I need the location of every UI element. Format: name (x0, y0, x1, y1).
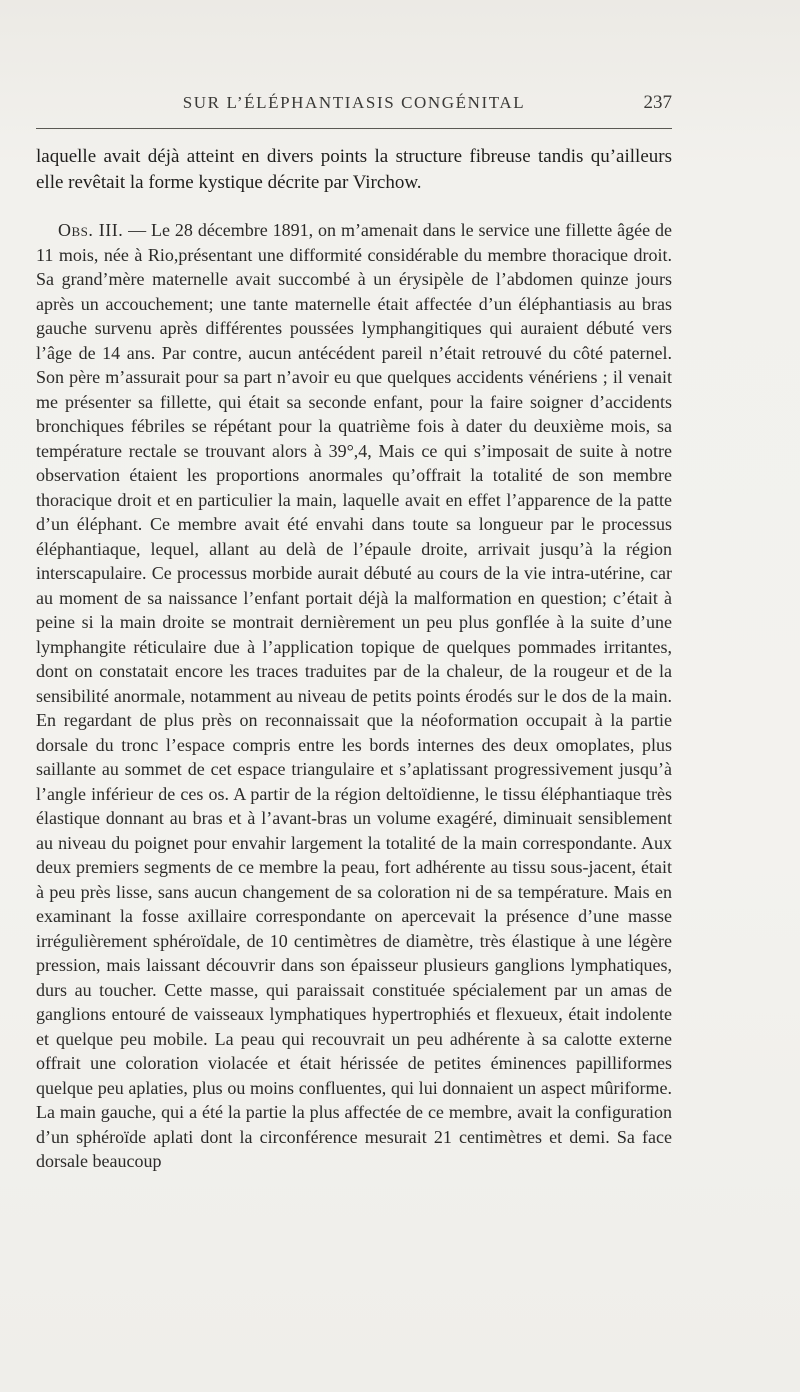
page-number: 237 (643, 92, 672, 113)
body-text (36, 144, 672, 1174)
page-header (36, 88, 672, 118)
observation-label: Obs. III. (58, 220, 124, 240)
paragraph-continuation: laquelle avait déjà atteint en divers points la structure fibreuse tandis qu’ailleurs elle revêtait la forme kystique décrite par Virchow. (36, 146, 672, 193)
observation-text: — Le 28 décembre 1891, on m’amenait dans le service une fillette âgée de 11 mois, née à Rio,présentant une difformité considérable du membre thoracique droit. Sa grand’mère maternelle avait succombé à un érysipèle de l’abdomen quinze jours après un accouchement; une tante maternelle était affectée d’un éléphantiasis au bras gauche survenu après différentes poussées lymphangitiques qui auraient débuté vers l’âge de 14 ans. Par contre, aucun antécédent pareil n’était retrouvé du côté paternel. Son père m’assurait pour sa part n’avoir eu que quelques accidents vénériens ; il venait me présenter sa fillette, qui était sa seconde enfant, pour la faire soigner d’accidents bronchiques fébriles se répétant pour la quatrième fois à dater du deuxième mois, sa température rectale se trouvant alors à 39°,4, Mais ce qui s’imposait de suite à notre observation étaient les proportions anormales qu’offrait la totalité de son membre thoracique droit et en particulier la main, laquelle avait en effet l’apparence de la patte d’un éléphant. Ce membre avait été envahi dans toute sa longueur par le processus éléphantiaque, lequel, allant au delà de l’épaule droite, arrivait jusqu’à la région interscapulaire. Ce processus morbide aurait débuté au cours de la vie intra-utérine, car au moment de sa naissance l’enfant portait déjà la malformation en question; c’était à peine si la main droite se montrait dernièrement un peu plus gonflée à la suite d’une lymphangite réticulaire due à l’application topique de quelques pommades irritantes, dont on constatait encore les traces traduites par de la chaleur, de la rougeur et de la sensibilité anormale, notamment au niveau de petits points érodés sur le dos de la main. En regardant de plus près on reconnaissait que la néoformation occupait à la partie dorsale du tronc l’espace compris entre les bords internes des deux omoplates, plus saillante au sommet de cet espace triangulaire et s’aplatissant progressivement jusqu’à l’angle inférieur de ces os. A partir de la région deltoïdienne, le tissu éléphantiaque très élastique donnant au bras et à l’avant-bras un volume exagéré, diminuait sensiblement au niveau du poignet pour envahir largement la totalité de la main correspondante. Aux deux premiers segments de ce membre la peau, fort adhérente au tissu sous-jacent, était à peu près lisse, sans aucun changement de sa coloration ni de sa température. Mais en examinant la fosse axillaire correspondante on apercevait la présence d’une masse irrégulièrement sphéroïdale, de 10 centimètres de diamètre, très élastique à une légère pression, mais laissant découvrir dans son épaisseur plusieurs ganglions lymphatiques, durs au toucher. Cette masse, qui paraissait constituée spécialement par un amas de ganglions entouré de vaisseaux lymphatiques hypertrophiés et flexueux, était indolente et quelque peu mobile. La peau qui recouvrait un peu adhérente à sa calotte externe offrait une coloration violacée et était hérissée de petites éminences papilliformes quelque peu aplaties, plus ou moins confluentes, qui lui donnaient un aspect mûriforme. La main gauche, qui a été la partie la plus affectée de ce membre, avait la configuration d’un sphéroïde aplati dont la circonférence mesurait 21 centimètres et demi. Sa face dorsale beaucoup (36, 220, 672, 1171)
header-rule (36, 128, 672, 129)
running-head: SUR L’ÉLÉPHANTIASIS CONGÉNITAL (182, 93, 526, 112)
paragraph-observation-iii (36, 218, 672, 1174)
